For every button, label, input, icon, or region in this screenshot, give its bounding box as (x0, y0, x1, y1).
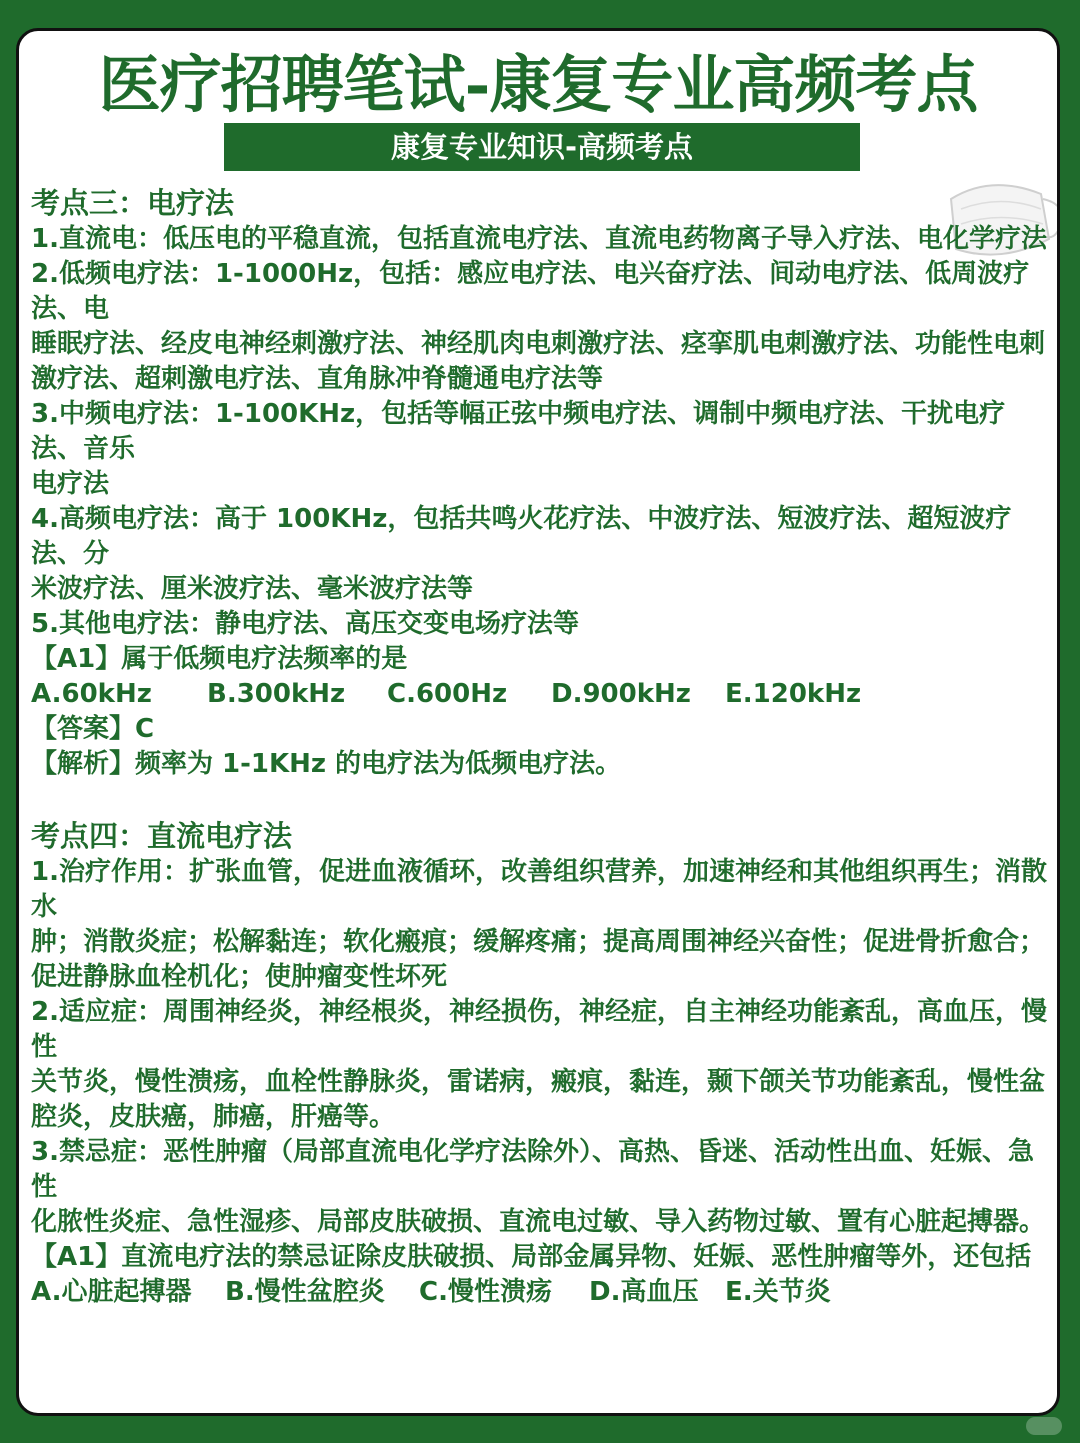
option-a: A.60kHz (31, 679, 152, 709)
paragraph: 化脓性炎症、急性湿疹、局部皮肤破损、直流电过敏、导入药物过敏、置有心脏起搏器。 (31, 1207, 1046, 1237)
paragraph: 3.中频电疗法：1-100KHz，包括等幅正弦中频电疗法、调制中频电疗法、干扰电疗法、音乐 (31, 399, 1006, 464)
paragraph: 电疗法 (31, 469, 110, 499)
paragraph: 睡眠疗法、经皮电神经刺激疗法、神经肌肉电刺激疗法、痉挛肌电刺激疗法、功能性电刺激疗法、超刺激电疗法、直角脉冲脊髓通电疗法等 (31, 329, 1046, 394)
paragraph: 肿；消散炎症；松解黏连；软化瘢痕；缓解疼痛；提高周围神经兴奋性；促进骨折愈合；促进静脉血栓机化；使肿瘤变性坏死 (31, 927, 1046, 992)
analysis: 【解析】频率为 1-1KHz 的电疗法为低频电疗法。 (31, 749, 622, 779)
option-c: C.慢性溃疡 (419, 1277, 552, 1307)
option-e: E.关节炎 (725, 1277, 831, 1307)
option-e: E.120kHz (725, 679, 862, 709)
option-b: B.300kHz (207, 679, 346, 709)
answer: 【答案】C (31, 714, 155, 744)
page-title: 医疗招聘笔试-康复专业高频考点 (98, 48, 978, 121)
answer-options (31, 1275, 1049, 1310)
paragraph: 4.高频电疗法：高于 100KHz，包括共鸣火花疗法、中波疗法、短波疗法、超短波疗法、分 (31, 504, 1012, 569)
paragraph: 1.治疗作用：扩张血管，促进血液循环，改善组织营养，加速神经和其他组织再生；消散水 (31, 857, 1047, 922)
paragraph: 1.直流电：低压电的平稳直流，包括直流电疗法、直流电药物离子导入疗法、电化学疗法2.低频电疗法：1-1000Hz，包括：感应电疗法、电兴奋疗法、间动电疗法、低周波疗法、电 (31, 224, 1047, 324)
option-d: D.高血压 (589, 1277, 699, 1307)
option-c: C.600Hz (387, 679, 508, 709)
paragraph: 3.禁忌症：恶性肿瘤（局部直流电化学疗法除外）、高热、昏迷、活动性出血、妊娠、急性 (31, 1137, 1034, 1202)
question-stem: 【A1】直流电疗法的禁忌证除皮肤破损、局部金属异物、妊娠、恶性肿瘤等外，还包括 (31, 1242, 1032, 1272)
option-d: D.900kHz (551, 679, 691, 709)
paragraph: 关节炎，慢性溃疡，血栓性静脉炎，雷诺病，瘢痕，黏连，颞下颌关节功能紊乱，慢性盆腔炎，皮肤癌，肺癌，肝癌等。 (31, 1067, 1046, 1132)
section-3-title: 考点三：电疗法 (31, 186, 235, 220)
section-4-title: 考点四：直流电疗法 (31, 819, 293, 853)
article-body (31, 184, 1049, 1310)
question-stem: 【A1】属于低频电疗法频率的是 (31, 644, 408, 674)
option-b: B.慢性盆腔炎 (225, 1277, 385, 1307)
watermark-badge (1026, 1417, 1062, 1435)
paragraph: 5.其他电疗法：静电疗法、高压交变电场疗法等 (31, 609, 579, 639)
subtitle-banner: 康复专业知识-高频考点 (224, 123, 860, 171)
paragraph: 2.适应症：周围神经炎，神经根炎，神经损伤，神经症，自主神经功能紊乱，高血压，慢性 (31, 997, 1047, 1062)
answer-options (31, 677, 1049, 712)
paragraph: 米波疗法、厘米波疗法、毫米波疗法等 (31, 574, 474, 604)
option-a: A.心脏起搏器 (31, 1277, 192, 1307)
content-card (16, 28, 1060, 1416)
